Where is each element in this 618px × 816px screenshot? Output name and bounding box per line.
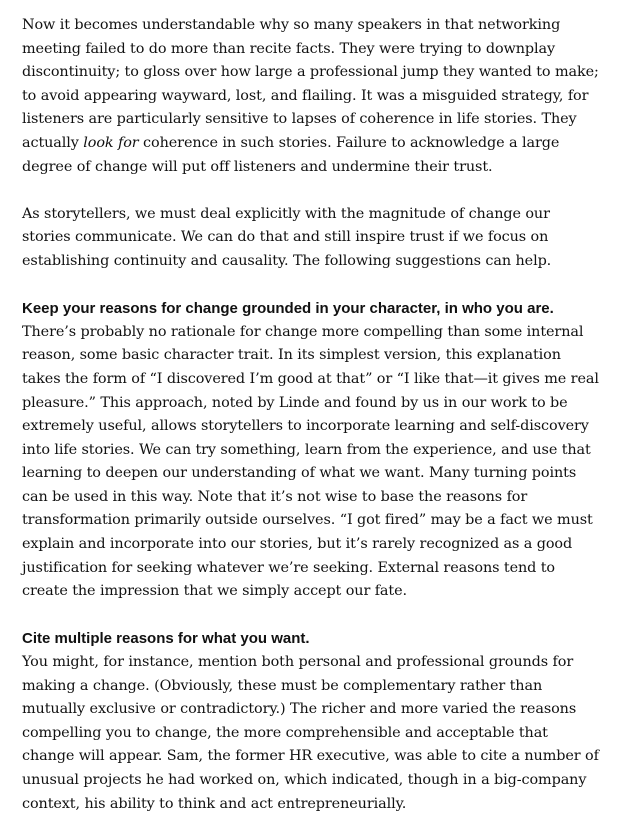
intro-paragraph	[22, 14, 602, 179]
article-body	[22, 14, 602, 816]
intro-text-end: coherence in such stories. Failure to acknowledge a large degree of change will put off listeners and undermine their trust.	[22, 134, 560, 175]
section-heading: Cite multiple reasons for what you want.	[22, 630, 310, 648]
section-paragraph: You might, for instance, mention both personal and professional grounds for making a change. (Obviously, these must be complementary rather than mutually exclusive or contradictory.) The richer and more varied the reasons compelling you to change, the more comprehensible and acceptable that change will appear. Sam, the former HR executive, was able to cite a number of unusual projects he had worked on, which indicated, though in a big-company context, his ability to think and act entrepreneurially.	[22, 654, 599, 812]
section-multiple-reasons	[22, 627, 602, 816]
section-heading: Keep your reasons for change grounded in your character, in who you are.	[22, 300, 554, 318]
intro-text-start: Now it becomes understandable why so many speakers in that networking meeting failed to do more than recite facts. They were trying to downplay discontinuity; to gloss over how large a professional jump they wanted to make; to avoid appearing wayward, lost, and flailing. It was a misguided strategy, for listeners are particularly sensitive to lapses of coherence in life stories. They actually	[22, 17, 599, 151]
section-paragraph: There’s probably no rationale for change more compelling than some internal reason, some basic character trait. In its simplest version, this explanation takes the form of “I discovered I’m good at that” or “I like that—it gives me real pleasure.” This approach, noted by Linde and found by us in our work to be extremely useful, allows storytellers to incorporate learning and self-discovery into life stories. We can try something, learn from the experience, and use that learning to deepen our understanding of what we want. Many turning points can be used in this way. Note that it’s not wise to base the reasons for transformation primarily outside ourselves. “I got fired” may be a fact we must explain and incorporate into our stories, but it’s rarely recognized as a good justification for seeking whatever we’re seeking. External reasons tend to create the impression that we simply accept our fate.	[22, 323, 599, 600]
emphasized-phrase: look for	[83, 134, 139, 151]
section-character-reasons	[22, 297, 602, 604]
storytellers-paragraph: As storytellers, we must deal explicitly with the magnitude of change our stories communicate. We can do that and still inspire trust if we focus on establishing continuity and causality. The following suggestions can help.	[22, 205, 552, 269]
